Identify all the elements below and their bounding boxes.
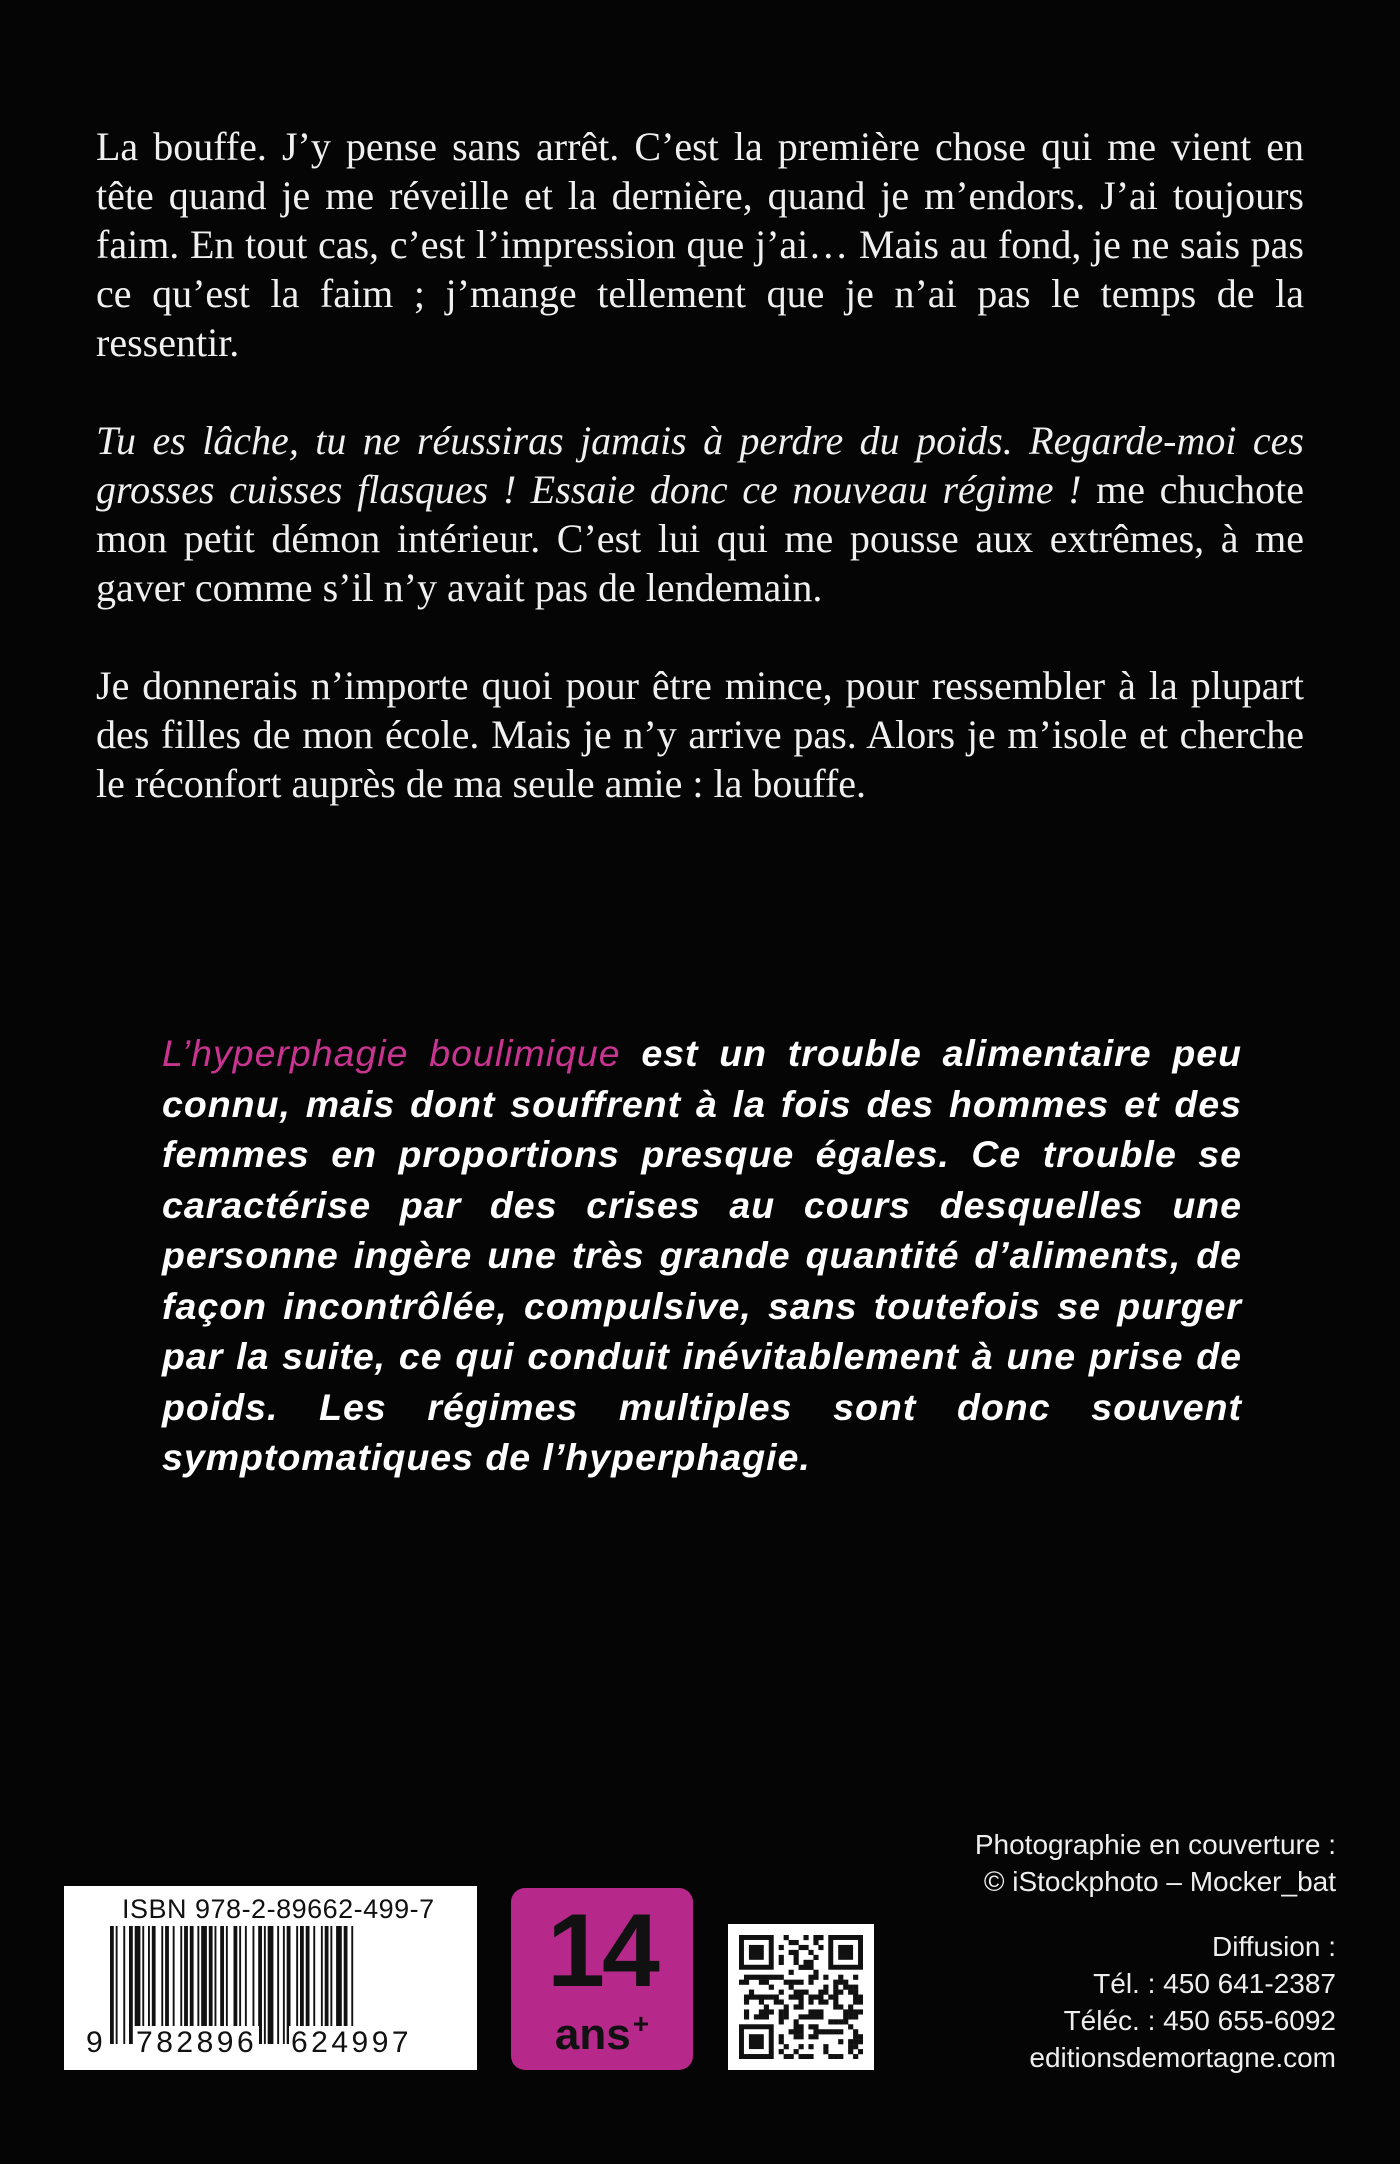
qr-code-pattern <box>739 1935 863 2059</box>
qr-module <box>784 2009 789 2014</box>
qr-module <box>769 1975 774 1980</box>
qr-module <box>769 1985 774 1990</box>
diffusion-label: Diffusion : <box>1212 1931 1336 1962</box>
qr-module <box>843 1985 848 1990</box>
qr-module <box>838 1975 843 1980</box>
qr-finder-inner <box>838 1945 853 1960</box>
publisher-website: editionsdemortagne.com <box>1029 2042 1336 2073</box>
qr-module <box>803 2014 808 2019</box>
qr-module <box>853 1985 858 1990</box>
intro-paragraph-2 <box>96 416 1304 612</box>
qr-module <box>823 1999 828 2004</box>
qr-module <box>794 1990 799 1995</box>
qr-module <box>784 2054 789 2059</box>
qr-module <box>818 2009 823 2014</box>
qr-module <box>818 2014 823 2019</box>
qr-module <box>794 1995 799 2000</box>
qr-module <box>813 1955 818 1960</box>
age-rating-unit: ans+ <box>554 2008 650 2059</box>
qr-module <box>769 2009 774 2014</box>
qr-module <box>799 2054 804 2059</box>
qr-module <box>838 2019 843 2024</box>
qr-module <box>759 1995 764 2000</box>
qr-module <box>799 2014 804 2019</box>
qr-module <box>803 2054 808 2059</box>
qr-module <box>813 2034 818 2039</box>
qr-module <box>779 2049 784 2054</box>
blurb-text <box>162 1028 1242 1483</box>
qr-module <box>784 1980 789 1985</box>
inner-voice-quote: Tu es lâche, tu ne réussiras jamais à perdre du poids. Regarde-moi ces grosses cuisses flasques ! Essaie donc ce nouveau régime ! <box>96 418 1304 512</box>
qr-module <box>779 1960 784 1965</box>
intro-paragraph-2-rest: me chuchote mon petit démon intérieur. C’est lui qui me pousse aux extrêmes, à me gaver comme s’il n’y avait pas de lendemain. <box>96 467 1304 610</box>
qr-module <box>838 1990 843 1995</box>
qr-module <box>744 1980 749 1985</box>
qr-module <box>803 1945 808 1950</box>
qr-module <box>858 1995 863 2000</box>
barcode-digit-first: 9 <box>86 2026 107 2059</box>
qr-module <box>828 2019 833 2024</box>
intro-text <box>96 122 1304 857</box>
qr-module <box>808 2044 813 2049</box>
qr-module <box>833 2029 838 2034</box>
qr-module <box>843 2019 848 2024</box>
qr-module <box>803 1960 808 1965</box>
qr-module <box>799 1990 804 1995</box>
qr-module <box>794 1950 799 1955</box>
qr-module <box>853 1999 858 2004</box>
qr-module <box>794 2004 799 2009</box>
qr-module <box>853 2029 858 2034</box>
qr-module <box>759 2009 764 2014</box>
qr-module <box>813 2024 818 2029</box>
qr-module <box>749 1990 754 1995</box>
qr-module <box>808 1975 813 1980</box>
age-rating-number: 14 <box>547 1893 657 2009</box>
qr-module <box>848 1985 853 1990</box>
qr-module <box>808 1999 813 2004</box>
qr-module <box>858 1999 863 2004</box>
qr-module <box>794 2034 799 2039</box>
qr-module <box>813 2014 818 2019</box>
fax-number: Téléc. : 450 655-6092 <box>1063 2005 1336 2036</box>
qr-module <box>799 1980 804 1985</box>
qr-module <box>838 2054 843 2059</box>
qr-module <box>779 2019 784 2024</box>
qr-module <box>808 2054 813 2059</box>
qr-module <box>789 1985 794 1990</box>
qr-module <box>843 1980 848 1985</box>
qr-module <box>794 2024 799 2029</box>
barcode-digits <box>84 2026 464 2060</box>
qr-module <box>754 2014 759 2019</box>
qr-module <box>808 2009 813 2014</box>
qr-module <box>833 1999 838 2004</box>
age-rating-badge <box>511 1888 693 2070</box>
qr-module <box>759 1999 764 2004</box>
qr-module <box>843 2009 848 2014</box>
isbn-number: ISBN 978-2-89662-499-7 <box>122 1894 435 1924</box>
qr-module <box>853 1990 858 1995</box>
qr-module <box>838 2039 843 2044</box>
qr-module <box>833 2054 838 2059</box>
qr-code <box>728 1924 874 2070</box>
qr-module <box>764 1995 769 2000</box>
qr-module <box>808 2034 813 2039</box>
qr-module <box>823 1985 828 1990</box>
qr-module <box>858 2039 863 2044</box>
qr-module <box>818 1935 823 1940</box>
qr-module <box>853 2009 858 2014</box>
qr-module <box>853 2044 858 2049</box>
qr-module <box>808 1980 813 1985</box>
qr-module <box>808 2014 813 2019</box>
qr-module <box>808 1950 813 1955</box>
qr-module <box>803 1935 808 1940</box>
qr-module <box>813 1995 818 2000</box>
barcode-digits-left: 782896 <box>136 2026 258 2059</box>
photo-credit-label: Photographie en couverture : <box>974 1829 1336 1860</box>
qr-module <box>764 2014 769 2019</box>
qr-module <box>818 2029 823 2034</box>
age-rating-plus: + <box>632 2008 650 2039</box>
qr-module <box>799 2024 804 2029</box>
qr-module <box>823 2049 828 2054</box>
qr-module <box>803 1965 808 1970</box>
qr-module <box>853 2039 858 2044</box>
qr-module <box>833 1990 838 1995</box>
qr-module <box>813 1935 818 1940</box>
qr-module <box>808 1960 813 1965</box>
isbn-barcode <box>64 1886 477 2070</box>
qr-module <box>848 2004 853 2009</box>
qr-module <box>823 2029 828 2034</box>
qr-module <box>799 1945 804 1950</box>
qr-module <box>799 2029 804 2034</box>
qr-module <box>848 2014 853 2019</box>
qr-module <box>759 2014 764 2019</box>
qr-module <box>744 1999 749 2004</box>
qr-module <box>784 2004 789 2009</box>
qr-module <box>823 2044 828 2049</box>
qr-module <box>799 1999 804 2004</box>
qr-module <box>818 1990 823 1995</box>
qr-module <box>779 2039 784 2044</box>
qr-module <box>853 2054 858 2059</box>
qr-module <box>833 1985 838 1990</box>
qr-module <box>813 2029 818 2034</box>
qr-module <box>784 1935 789 1940</box>
qr-module <box>799 2044 804 2049</box>
qr-module <box>848 2044 853 2049</box>
qr-module <box>779 1945 784 1950</box>
barcode-digits-right: 624997 <box>290 2026 413 2059</box>
phone-number: Tél. : 450 641-2387 <box>1093 1968 1336 1999</box>
qr-module <box>808 2024 813 2029</box>
qr-module <box>813 2009 818 2014</box>
qr-module <box>759 1975 764 1980</box>
qr-module <box>789 1995 794 2000</box>
qr-module <box>764 1975 769 1980</box>
qr-module <box>838 1980 843 1985</box>
qr-finder-inner <box>749 1945 764 1960</box>
qr-module <box>784 2014 789 2019</box>
qr-module <box>828 2054 833 2059</box>
qr-module <box>764 1980 769 1985</box>
qr-module <box>833 2019 838 2024</box>
qr-module <box>813 1940 818 1945</box>
qr-module <box>833 1980 838 1985</box>
qr-module <box>774 1999 779 2004</box>
intro-paragraph-3: Je donnerais n’importe quoi pour être mince, pour ressembler à la plupart des filles de mon école. Mais je n’y arrive pas. Alors je m’isole et cherche le réconfort auprès de ma seule amie : la bouffe. <box>96 663 1304 806</box>
qr-module <box>739 1980 744 1985</box>
qr-module <box>848 2039 853 2044</box>
qr-module <box>744 1975 749 1980</box>
qr-module <box>853 1975 858 1980</box>
qr-module <box>779 1990 784 1995</box>
qr-module <box>779 2034 784 2039</box>
qr-module <box>794 1940 799 1945</box>
qr-module <box>818 1945 823 1950</box>
qr-module <box>789 2029 794 2034</box>
qr-module <box>754 1995 759 2000</box>
qr-module <box>848 2024 853 2029</box>
qr-module <box>803 1990 808 1995</box>
qr-module <box>764 2004 769 2009</box>
qr-module <box>799 1995 804 2000</box>
qr-module <box>789 1940 794 1945</box>
qr-module <box>858 2034 863 2039</box>
photo-credit: © iStockphoto – Mocker_bat <box>983 1866 1336 1897</box>
qr-module <box>848 1990 853 1995</box>
qr-module <box>838 2029 843 2034</box>
qr-module <box>779 2009 784 2014</box>
publisher-credits <box>816 1826 1336 2076</box>
qr-module <box>794 2029 799 2034</box>
qr-module <box>789 2054 794 2059</box>
qr-module <box>784 2044 789 2049</box>
qr-module <box>744 2014 749 2019</box>
qr-module <box>779 1975 784 1980</box>
qr-module <box>794 2049 799 2054</box>
qr-module <box>789 1980 794 1985</box>
qr-module <box>779 2014 784 2019</box>
qr-module <box>838 2004 843 2009</box>
blurb-highlight: L’hyperphagie boulimique <box>162 1032 621 1074</box>
qr-module <box>858 2049 863 2054</box>
qr-module <box>828 1995 833 2000</box>
qr-module <box>759 1980 764 1985</box>
qr-module <box>774 1995 779 2000</box>
qr-module <box>794 1980 799 1985</box>
qr-module <box>818 1995 823 2000</box>
qr-module <box>833 1995 838 2000</box>
qr-module <box>848 2009 853 2014</box>
qr-finder-inner <box>749 2034 764 2049</box>
qr-module <box>813 1975 818 1980</box>
qr-module <box>799 1965 804 1970</box>
intro-paragraph-1: La bouffe. J’y pense sans arrêt. C’est la première chose qui me vient en tête quand je me réveille et la dernière, quand je m’endors. J’ai toujours faim. En tout cas, c’est l’impression que j’ai… Mais au fond, je ne sais pas ce qu’est la faim ; j’mange tellement que je n’ai pas le temps de la ressentir. <box>96 124 1304 365</box>
qr-module <box>794 1960 799 1965</box>
qr-module <box>799 2034 804 2039</box>
qr-module <box>843 2014 848 2019</box>
qr-module <box>823 1975 828 1980</box>
qr-module <box>808 1965 813 1970</box>
qr-module <box>779 1999 784 2004</box>
qr-module <box>813 1970 818 1975</box>
qr-module <box>833 2004 838 2009</box>
qr-module <box>853 2014 858 2019</box>
qr-module <box>808 1995 813 2000</box>
qr-module <box>794 2019 799 2024</box>
qr-module <box>774 1975 779 1980</box>
qr-module <box>744 2009 749 2014</box>
qr-module <box>848 2049 853 2054</box>
qr-module <box>764 2009 769 2014</box>
qr-module <box>789 1970 794 1975</box>
qr-module <box>818 1999 823 2004</box>
qr-module <box>799 2004 804 2009</box>
qr-module <box>749 1995 754 2000</box>
qr-module <box>794 1955 799 1960</box>
qr-module <box>828 2029 833 2034</box>
qr-module <box>853 1995 858 2000</box>
qr-module <box>769 1995 774 2000</box>
qr-module <box>749 1975 754 1980</box>
qr-module <box>744 1995 749 2000</box>
qr-module <box>853 2034 858 2039</box>
blurb-body: est un trouble alimentaire peu connu, mais dont souffrent à la fois des hommes et des femmes en proportions presque égales. Ce trouble se caractérise par des crises au cours desquelles une personne ingère une très grande quantité d’aliments, de façon incontrôlée, compulsive, sans toutefois se purger par la suite, ce qui conduit inévitablement à une prise de poids. Les régimes multiples sont donc souvent symptomatiques de l’hyperphagie. <box>162 1032 1242 1478</box>
qr-module <box>858 2009 863 2014</box>
qr-module <box>779 1955 784 1960</box>
qr-module <box>789 1950 794 1955</box>
qr-module <box>823 1990 828 1995</box>
qr-module <box>754 1975 759 1980</box>
